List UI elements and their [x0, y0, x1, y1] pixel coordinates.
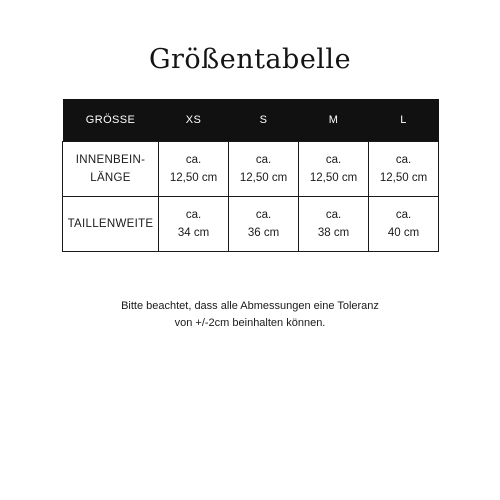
cell-value: 12,50 cm	[239, 172, 288, 184]
tolerance-note	[0, 298, 500, 332]
cell-prefix: ca.	[395, 154, 412, 166]
row-label-waist	[63, 197, 159, 252]
row-label-line: TAILLENWEITE	[67, 218, 154, 230]
table-row-waist	[63, 197, 439, 252]
cell-inseam-xs	[159, 142, 229, 197]
header-xs: XS	[159, 99, 229, 142]
header-m: M	[299, 99, 369, 142]
cell-prefix: ca.	[255, 209, 272, 221]
cell-prefix: ca.	[185, 209, 202, 221]
table-header-row	[63, 99, 439, 142]
cell-inseam-m	[299, 142, 369, 197]
cell-value: 36 cm	[247, 227, 280, 239]
header-size: GRÖSSE	[63, 99, 159, 142]
cell-prefix: ca.	[395, 209, 412, 221]
cell-value: 40 cm	[387, 227, 420, 239]
cell-waist-l	[369, 197, 439, 252]
cell-waist-xs	[159, 197, 229, 252]
cell-prefix: ca.	[255, 154, 272, 166]
cell-value: 34 cm	[177, 227, 210, 239]
row-label-inseam	[63, 142, 159, 197]
page-title: Größentabelle	[148, 44, 352, 75]
cell-prefix: ca.	[325, 154, 342, 166]
cell-inseam-l	[369, 142, 439, 197]
cell-prefix: ca.	[185, 154, 202, 166]
size-chart-table	[62, 99, 439, 252]
cell-value: 12,50 cm	[379, 172, 428, 184]
cell-value: 12,50 cm	[309, 172, 358, 184]
cell-value: 12,50 cm	[169, 172, 218, 184]
row-label-line: LÄNGE	[90, 172, 131, 184]
note-line: Bitte beachtet, dass alle Abmessungen eine Toleranz	[121, 300, 379, 312]
note-line: von +/-2cm beinhalten können.	[174, 317, 326, 329]
cell-waist-s	[229, 197, 299, 252]
row-label-line: INNENBEIN-	[75, 154, 146, 166]
table-row-inseam	[63, 142, 439, 197]
header-s: S	[229, 99, 299, 142]
header-l: L	[369, 99, 439, 142]
cell-value: 38 cm	[317, 227, 350, 239]
cell-inseam-s	[229, 142, 299, 197]
cell-waist-m	[299, 197, 369, 252]
cell-prefix: ca.	[325, 209, 342, 221]
